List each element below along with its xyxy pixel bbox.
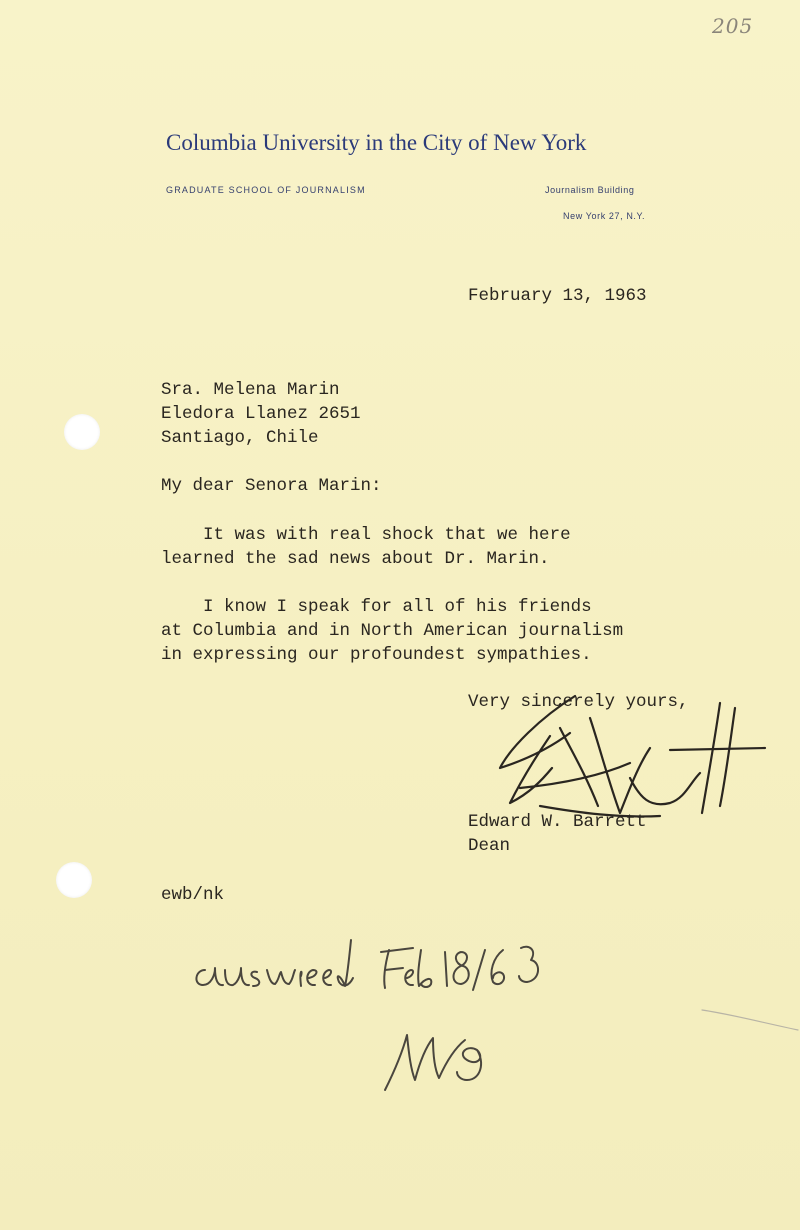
salutation: My dear Senora Marin: xyxy=(161,476,382,496)
letterhead-building: Journalism Building xyxy=(545,185,635,195)
letterhead-city: New York 27, N.Y. xyxy=(563,211,646,221)
archive-number: 205 xyxy=(712,14,754,38)
margin-pencil-mark xyxy=(700,1000,800,1040)
recipient-street: Eledora Llanez 2651 xyxy=(161,404,361,424)
punch-hole xyxy=(56,862,92,898)
closing: Very sincerely yours, xyxy=(468,692,689,712)
recipient-name: Sra. Melena Marin xyxy=(161,380,340,400)
body-line: at Columbia and in North American journalism xyxy=(161,621,624,641)
letterhead-department: GRADUATE SCHOOL OF JOURNALISM xyxy=(166,185,366,195)
body-line: learned the sad news about Dr. Marin. xyxy=(161,549,550,569)
signer-title: Dean xyxy=(468,836,511,856)
signer-name: Edward W. Barrett xyxy=(468,812,647,832)
recipient-city: Santiago, Chile xyxy=(161,428,319,448)
body-line: I know I speak for all of his friends xyxy=(161,597,592,617)
punch-hole xyxy=(64,414,100,450)
letterhead-title: Columbia University in the City of New York xyxy=(166,130,587,155)
body-line: in expressing our profoundest sympathies. xyxy=(161,645,592,665)
reference-initials: ewb/nk xyxy=(161,885,225,905)
handwritten-note xyxy=(185,930,625,1110)
body-line: It was with real shock that we here xyxy=(161,525,571,545)
letter-date: February 13, 1963 xyxy=(468,286,647,306)
